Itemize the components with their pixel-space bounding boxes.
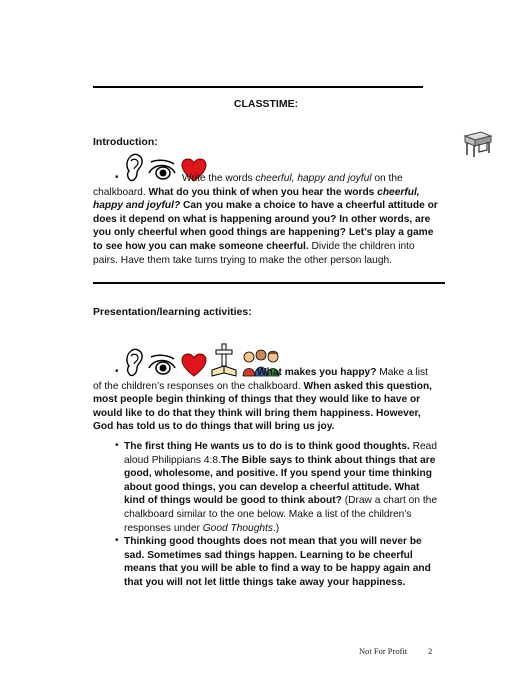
middle-divider — [93, 282, 445, 284]
presentation-bullet-2-paragraph — [124, 440, 442, 535]
presentation-bullet-1: • — [115, 366, 119, 377]
presentation-bullet-3: • — [115, 535, 119, 546]
text-run: Can you make a choice to have a cheerful attitude or does it depend on what is happening around you? In other words, are you only cheerful when good things are happening? Let’s play a game to see how you can make someone cheerful. — [93, 200, 438, 252]
presentation-heading: Presentation/learning activities: — [93, 306, 252, 318]
introduction-heading: Introduction: — [93, 136, 158, 148]
text-run: Make a list of the children’s responses on the chalkboard. — [93, 367, 428, 392]
top-divider — [93, 86, 423, 88]
intro-bullet: • — [115, 172, 119, 183]
text-run: Write the words — [182, 173, 256, 184]
text-run: Thinking good thoughts does not mean that you will never be sad. Sometimes sad things happen. Learning to be cheerful means that you will be able to find a way to be happy again and that you will not let little things take away your happiness. — [124, 536, 431, 588]
text-run: .) — [272, 522, 280, 534]
page-number: 2 — [428, 646, 433, 656]
presentation-bullet-3-text — [124, 536, 431, 588]
text-run: (Draw a chart on the chalkboard similar to the one below. Make a list of the children’s responses under — [124, 495, 437, 534]
text-run: The Bible says to think about things that are good, wholesome, and positive. If you spend your time thinking about good things, you can develop a cheerful attitude. What kind of things would be good to think about? — [124, 454, 436, 507]
text-run: on the chalkboard. — [93, 173, 403, 198]
presentation-bullet-3-paragraph — [124, 535, 442, 589]
text-run: cheerful, happy and joyful? — [93, 186, 420, 212]
presentation-bullet-2: • — [115, 440, 119, 451]
text-run: What do you think of when you hear the words — [148, 186, 378, 198]
presentation-bullet-1-text — [93, 367, 432, 432]
text-run: What makes you happy? — [257, 367, 377, 378]
text-run: Good Thoughts — [202, 522, 273, 534]
text-run: When asked this question, most people begin thinking of things that they would like to have or would like to do that they think will bring them happiness. However, God has told us to do things that will bring us joy. — [93, 380, 432, 433]
footer-text: Not For Profit — [359, 646, 408, 656]
presentation-bullet-1-paragraph — [93, 366, 438, 434]
introduction-paragraph — [93, 172, 438, 267]
classroom-desk-icon — [459, 128, 495, 158]
introduction-text — [93, 173, 438, 266]
text-run: The first thing He wants us to do is to think good thoughts. — [124, 441, 410, 452]
presentation-bullet-2-text — [124, 441, 437, 534]
page-title: CLASSTIME: — [233, 98, 299, 110]
text-run: Divide the children into pairs. Have them take turns trying to make the other person laugh. — [93, 240, 415, 266]
text-run: Read aloud Philippians 4:8. — [124, 441, 437, 466]
text-run: cheerful, happy and joyful — [255, 173, 372, 184]
